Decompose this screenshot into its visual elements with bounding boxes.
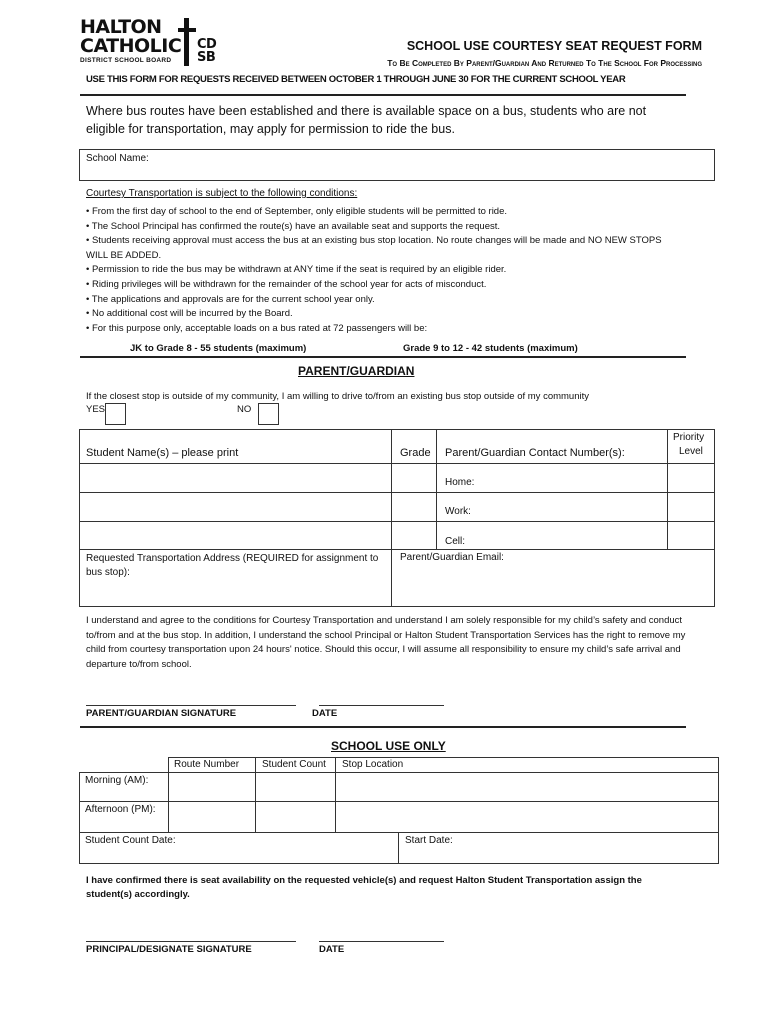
school-name-label: School Name: bbox=[86, 153, 149, 164]
start-date-field[interactable]: Start Date: bbox=[398, 832, 719, 864]
stop-location-header: Stop Location bbox=[335, 757, 719, 773]
priority-header: Priority Level bbox=[667, 429, 715, 464]
intro-text: Where bus routes have been established and there is available space on a bus, students who are not eligible for transportation, may apply for permission to ride the bus. bbox=[86, 104, 647, 136]
contact-header: Parent/Guardian Contact Number(s): bbox=[436, 429, 668, 464]
parent-signature-line[interactable] bbox=[86, 705, 296, 706]
condition-item: • For this purpose only, acceptable loads on a bus rated at 72 passengers will be: bbox=[86, 322, 428, 334]
contact-work-field[interactable]: Work: bbox=[436, 492, 668, 522]
parent-date-label: DATE bbox=[312, 708, 338, 719]
parent-date-line[interactable] bbox=[319, 705, 444, 706]
condition-item: • Permission to ride the bus may be withdrawn at ANY time if the seat is required by an eligible rider. bbox=[86, 264, 507, 276]
morning-label-cell: Morning (AM): bbox=[79, 772, 169, 802]
morning-count-input[interactable] bbox=[255, 772, 336, 802]
confirmation-text: I have confirmed there is seat availability on the requested vehicle(s) and request Halton Student Transportation assign the student(s) accordingly. bbox=[86, 875, 642, 900]
no-label: NO bbox=[237, 404, 252, 415]
condition-item: • The School Principal has confirmed the route(s) have an available seat and supports the request. bbox=[86, 220, 501, 232]
school-use-heading: SCHOOL USE ONLY bbox=[331, 739, 446, 753]
afternoon-label-cell: Afternoon (PM): bbox=[79, 801, 169, 833]
condition-item: • The applications and approvals are for the current school year only. bbox=[86, 293, 375, 305]
logo-board: DISTRICT SCHOOL BOARD bbox=[80, 57, 172, 64]
student-name-header: Student Name(s) – please print bbox=[79, 429, 392, 464]
afternoon-route-input[interactable] bbox=[168, 801, 256, 833]
condition-item: • Riding privileges will be withdrawn for the remainder of the school year for acts of misconduct. bbox=[86, 278, 487, 290]
priority-input[interactable] bbox=[667, 492, 715, 522]
student-name-input[interactable] bbox=[79, 521, 392, 550]
conditions-list bbox=[86, 205, 686, 336]
condition-item: • From the first day of school to the end of September, only eligible students will be permitted to ride. bbox=[86, 206, 508, 217]
grade-input[interactable] bbox=[391, 492, 437, 522]
principal-date-line[interactable] bbox=[319, 941, 444, 942]
email-field[interactable]: Parent/Guardian Email: bbox=[391, 549, 715, 607]
conditions-divider bbox=[80, 356, 686, 358]
parent-signature-label: PARENT/GUARDIAN SIGNATURE bbox=[86, 708, 237, 719]
board-logo bbox=[80, 18, 220, 68]
school-name-field[interactable] bbox=[79, 149, 715, 181]
address-field[interactable]: Requested Transportation Address (REQUIRED for assignment to bus stop): bbox=[79, 549, 392, 607]
load-secondary: Grade 9 to 12 - 42 students (maximum) bbox=[403, 343, 578, 354]
yes-checkbox[interactable] bbox=[105, 403, 126, 425]
morning-stop-input[interactable] bbox=[335, 772, 719, 802]
conditions-heading: Courtesy Transportation is subject to the following conditions: bbox=[86, 188, 358, 199]
agreement-text: I understand and agree to the conditions for Courtesy Transportation and understand I am solely responsible for my child’s safety and conduct to/from and at the bus stop. In addition, I understand the school Principal or Halton Student Transportation Services has the right to remove my child from courtesy transportation upon 24 hours' notice. Should this occur, I will assume all responsibility to ensure my child’s safe arrival and departure to/from school. bbox=[86, 615, 686, 670]
principal-date-label: DATE bbox=[319, 944, 345, 955]
yes-label: YES bbox=[86, 404, 106, 415]
parent-divider bbox=[80, 726, 686, 728]
principal-signature-line[interactable] bbox=[86, 941, 296, 942]
route-number-header: Route Number bbox=[168, 757, 256, 773]
student-name-input[interactable] bbox=[79, 492, 392, 522]
logo-catholic: CATHOLIC bbox=[80, 35, 182, 57]
logo-cross-icon bbox=[178, 18, 196, 66]
school-use-blank-header bbox=[79, 757, 169, 773]
morning-route-input[interactable] bbox=[168, 772, 256, 802]
condition-item: • No additional cost will be incurred by the Board. bbox=[86, 308, 293, 320]
priority-input[interactable] bbox=[667, 463, 715, 493]
contact-home-field[interactable]: Home: bbox=[436, 463, 668, 493]
contact-cell-field[interactable]: Cell: bbox=[436, 521, 668, 550]
student-count-header: Student Count bbox=[255, 757, 336, 773]
logo-sb: SB bbox=[197, 50, 216, 65]
logo-halton: HALTON bbox=[80, 16, 162, 38]
form-subtitle: To Be Completed By Parent/Guardian And Returned To The School For Processing bbox=[387, 58, 702, 68]
afternoon-count-input[interactable] bbox=[255, 801, 336, 833]
priority-input[interactable] bbox=[667, 521, 715, 550]
parent-heading: PARENT/GUARDIAN bbox=[298, 364, 415, 378]
load-jk: JK to Grade 8 - 55 students (maximum) bbox=[130, 343, 307, 354]
grade-header: Grade bbox=[391, 429, 437, 464]
grade-input[interactable] bbox=[391, 463, 437, 493]
logo-cd: CD bbox=[197, 37, 217, 52]
form-title: SCHOOL USE COURTESY SEAT REQUEST FORM bbox=[406, 39, 702, 53]
drive-question: If the closest stop is outside of my community, I am willing to drive to/from an existing bus stop outside of my community bbox=[86, 391, 589, 402]
student-count-date-field[interactable]: Student Count Date: bbox=[79, 832, 399, 864]
no-checkbox[interactable] bbox=[258, 403, 279, 425]
condition-item: • Students receiving approval must access the bus at an existing bus stop location. No route changes will be made and NO NEW STOPS WILL BE ADDED. bbox=[86, 235, 662, 261]
afternoon-stop-input[interactable] bbox=[335, 801, 719, 833]
grade-input[interactable] bbox=[391, 521, 437, 550]
form-banner: USE THIS FORM FOR REQUESTS RECEIVED BETWEEN OCTOBER 1 THROUGH JUNE 30 FOR THE CURRENT SCHOOL YEAR bbox=[86, 74, 626, 85]
principal-signature-label: PRINCIPAL/DESIGNATE SIGNATURE bbox=[86, 944, 252, 955]
student-name-input[interactable] bbox=[79, 463, 392, 493]
header-divider bbox=[80, 94, 686, 96]
